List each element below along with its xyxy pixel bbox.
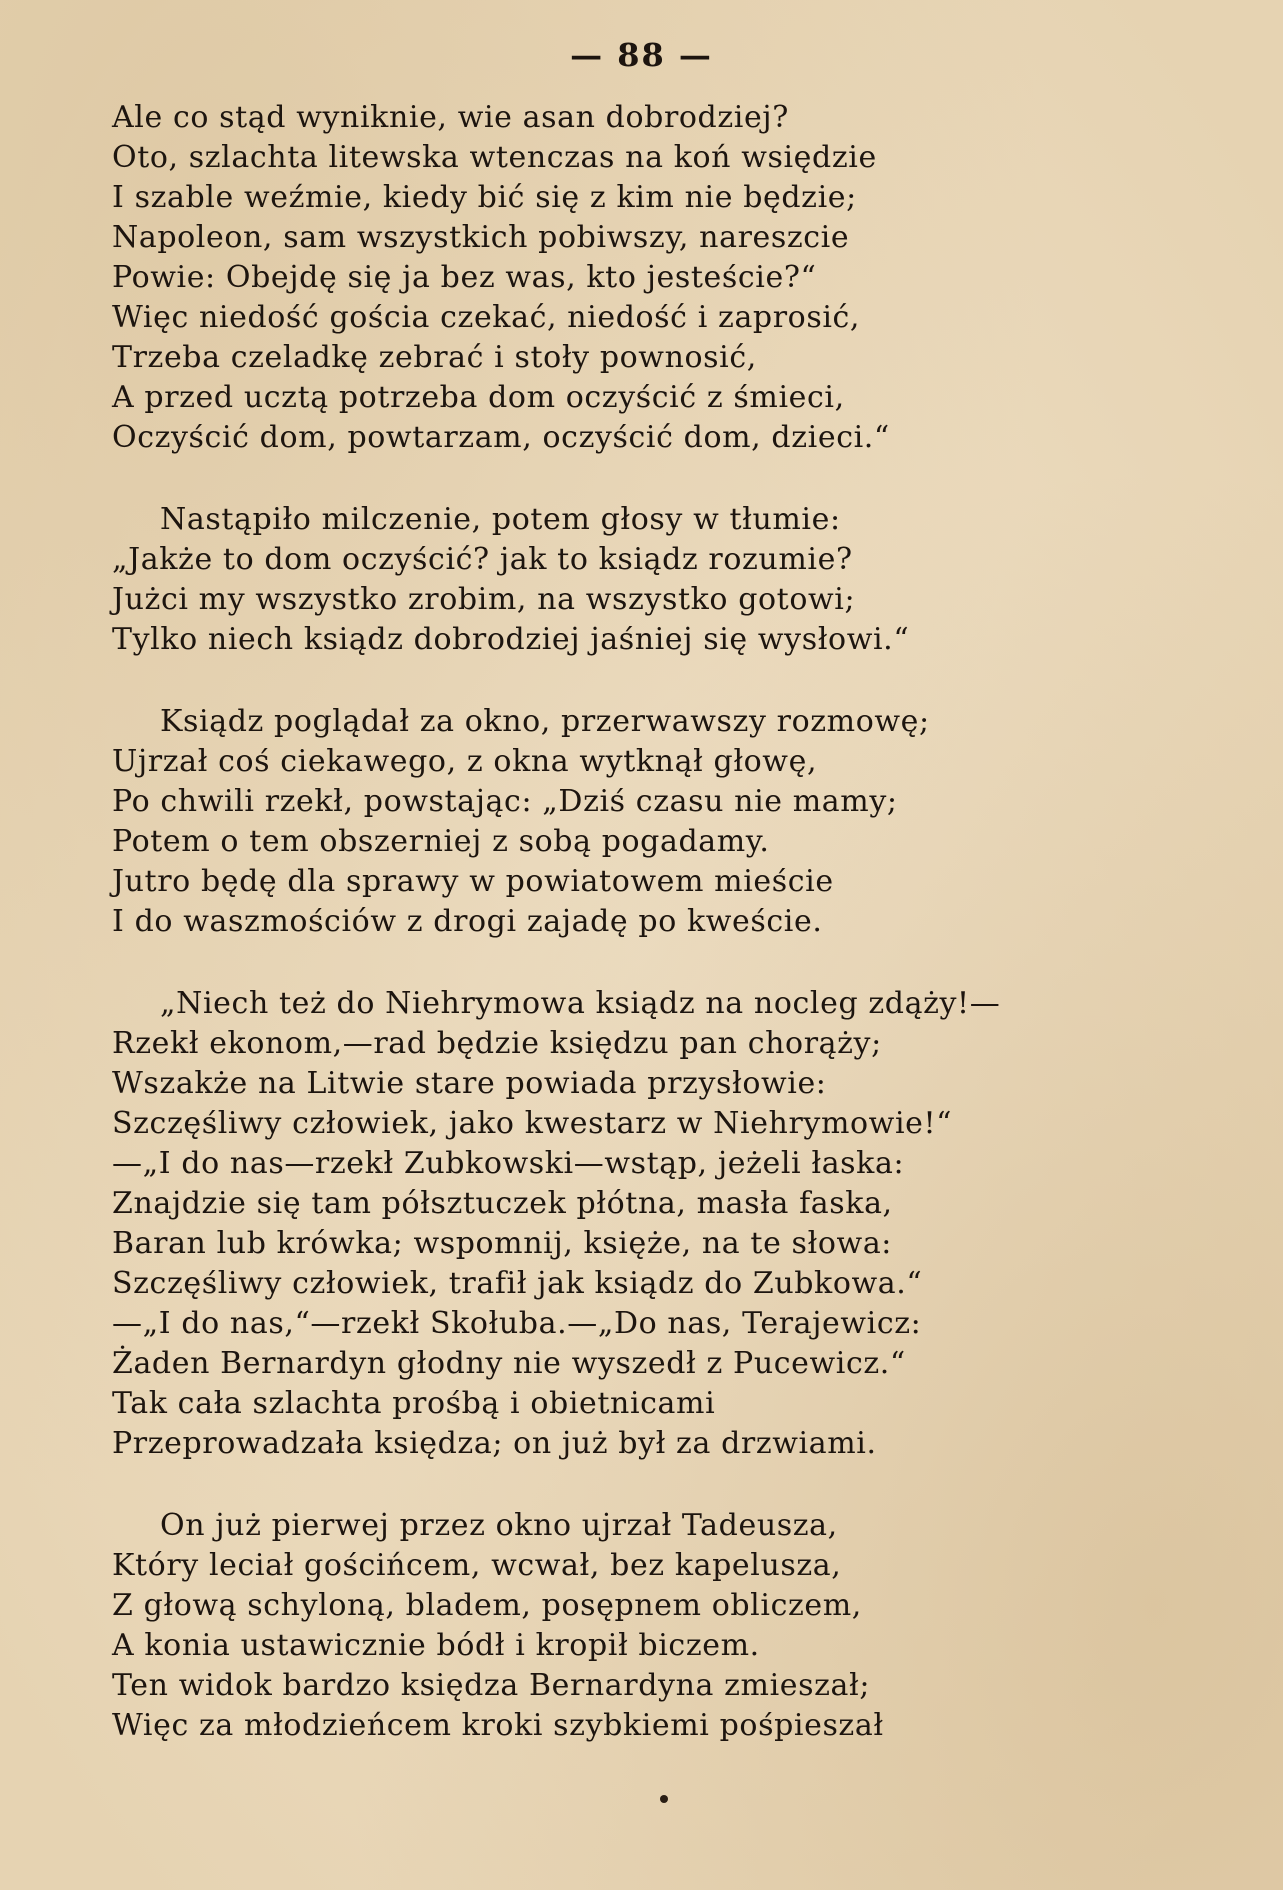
verse-line: Oczyścić dom, powtarzam, oczyścić dom, dzieci.“ — [112, 420, 890, 455]
verse-line: Więc za młodzieńcem kroki szybkiemi pośpieszał — [112, 1708, 884, 1743]
verse-line: Przeprowadzała księdza; on już był za drzwiami. — [112, 1426, 877, 1461]
poem-text — [112, 98, 1172, 1788]
verse-line: I szable weźmie, kiedy bić się z kim nie będzie; — [112, 180, 857, 215]
stanza-1 — [112, 98, 1172, 458]
verse-line: Rzekł ekonom,—rad będzie księdzu pan chorąży; — [112, 1026, 882, 1061]
verse-line: —„I do nas—rzekł Zubkowski—wstąp, jeżeli łaska: — [112, 1146, 905, 1181]
ink-speck — [660, 1795, 668, 1803]
verse-line: Jużci my wszystko zrobim, na wszystko gotowi; — [112, 582, 856, 617]
verse-line: Żaden Bernardyn głodny nie wyszedł z Pucewicz.“ — [112, 1346, 906, 1381]
verse-line: Który leciał gościńcem, wcwał, bez kapelusza, — [112, 1548, 842, 1583]
verse-line: Znajdzie się tam półsztuczek płótna, masła faska, — [112, 1186, 893, 1221]
verse-line: —„I do nas,“—rzekł Skołuba.—„Do nas, Terajewicz: — [112, 1306, 922, 1341]
verse-line: Ujrzał coś ciekawego, z okna wytknął głowę, — [112, 744, 818, 779]
verse-line: Baran lub krówka; wspomnij, księże, na te słowa: — [112, 1226, 893, 1261]
stanza-2 — [112, 500, 1172, 660]
verse-line: A przed ucztą potrzeba dom oczyścić z śmieci, — [112, 380, 845, 415]
verse-line: Ten widok bardzo księdza Bernardyna zmieszał; — [112, 1668, 871, 1703]
verse-line: Szczęśliwy człowiek, jako kwestarz w Niehrymowie!“ — [112, 1106, 953, 1141]
stanza-5 — [112, 1506, 1172, 1746]
page-number: — 88 — — [570, 36, 713, 74]
verse-line: „Niech też do Niehrymowa ksiądz na nocleg zdąży!— — [160, 986, 1001, 1021]
verse-line: Powie: Obejdę się ja bez was, kto jesteście?“ — [112, 260, 817, 295]
verse-line: Tylko niech ksiądz dobrodziej jaśniej się wysłowi.“ — [112, 622, 910, 657]
verse-line: Tak cała szlachta prośbą i obietnicami — [112, 1386, 716, 1421]
stanza-4 — [112, 984, 1172, 1464]
verse-line: Potem o tem obszerniej z sobą pogadamy. — [112, 824, 770, 859]
verse-line: Napoleon, sam wszystkich pobiwszy, nareszcie — [112, 220, 850, 255]
verse-line: A konia ustawicznie bódł i kropił biczem. — [112, 1628, 760, 1663]
verse-line: Oto, szlachta litewska wtenczas na koń wsiędzie — [112, 140, 877, 175]
verse-line: Z głową schyloną, bladem, posępnem obliczem, — [112, 1588, 862, 1623]
verse-line: Wszakże na Litwie stare powiada przysłowie: — [112, 1066, 827, 1101]
verse-line: Szczęśliwy człowiek, trafił jak ksiądz do Zubkowa.“ — [112, 1266, 923, 1301]
verse-line: I do waszmościów z drogi zajadę po kweście. — [112, 904, 823, 939]
verse-line: Ale co stąd wyniknie, wie asan dobrodziej? — [112, 100, 789, 135]
verse-line: Więc niedość gościa czekać, niedość i zaprosić, — [112, 300, 861, 335]
verse-line: Po chwili rzekł, powstając: „Dziś czasu nie mamy; — [112, 784, 898, 819]
verse-line: On już pierwej przez okno ujrzał Tadeusza, — [160, 1508, 838, 1543]
stanza-3 — [112, 702, 1172, 942]
verse-line: Jutro będę dla sprawy w powiatowem mieście — [112, 864, 834, 899]
verse-line: Nastąpiło milczenie, potem głosy w tłumie: — [160, 502, 841, 537]
verse-line: Ksiądz poglądał za okno, przerwawszy rozmowę; — [160, 704, 930, 739]
verse-line: Trzeba czeladkę zebrać i stoły pownosić, — [112, 340, 757, 375]
verse-line: „Jakże to dom oczyścić? jak to ksiądz rozumie? — [112, 542, 853, 577]
